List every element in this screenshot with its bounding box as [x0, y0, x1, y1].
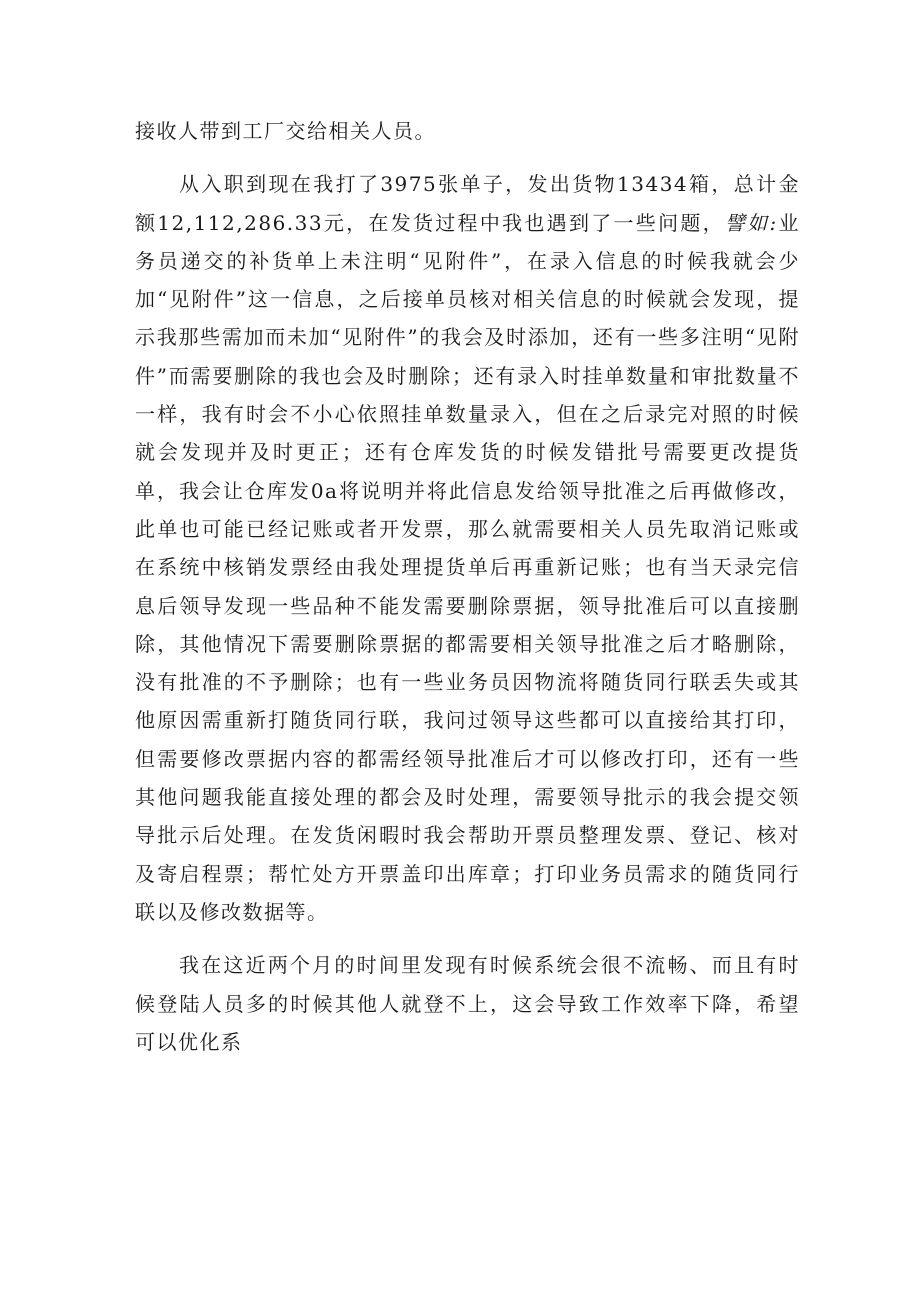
- paragraph-2-emphasis: 譬如:: [724, 210, 778, 235]
- paragraph-1: 接收人带到工厂交给相关人员。: [135, 119, 436, 143]
- paragraph-2-text-before: 从入职到现在我打了3975张单子，发出货物13434箱，总计金额12,112,286.33元，在发货过程中我也遇到了一些问题，: [135, 172, 800, 235]
- paragraph-3: 我在这近两个月的时间里发现有时候系统会很不流畅、而且有时候登陆人员多的时候其他人就登不上，这会导致工作效率下降，希望可以优化系: [135, 953, 800, 1054]
- document-body: [135, 112, 800, 1061]
- paragraph-2: [135, 165, 800, 931]
- paragraph-2-text-after: 业务员递交的补货单上未注明“见附件”，在录入信息的时候我就会少加“见附件”这一信息，之后接单员核对相关信息的时候就会发现，提示我那些需加而未加“见附件”的我会及时添加，还有一些多注明“见附件”而需要删除的我也会及时删除；还有录入时挂单数量和审批数量不一样，我有时会不小心依照挂单数量录入，但在之后录完对照的时候就会发现并及时更正；还有仓库发货的时候发错批号需要更改提货单，我会让仓库发0a将说明并将此信息发给领导批准之后再做修改，此单也可能已经记账或者开发票，那么就需要相关人员先取消记账或在系统中核销发票经由我处理提货单后再重新记账；也有当天录完信息后领导发现一些品种不能发需要删除票据，领导批准后可以直接删除，其他情况下需要删除票据的都需要相关领导批准之后才略删除，没有批准的不予删除；也有一些业务员因物流将随货同行联丢失或其他原因需重新打随货同行联，我问过领导这些都可以直接给其打印，但需要修改票据内容的都需经领导批准后才可以修改打印，还有一些其他问题我能直接处理的都会及时处理，需要领导批示的我会提交领导批示后处理。在发货闲暇时我会帮助开票员整理发票、登记、核对及寄启程票；帮忙处方开票盖印出库章；打印业务员需求的随货同行联以及修改数据等。: [135, 210, 800, 924]
